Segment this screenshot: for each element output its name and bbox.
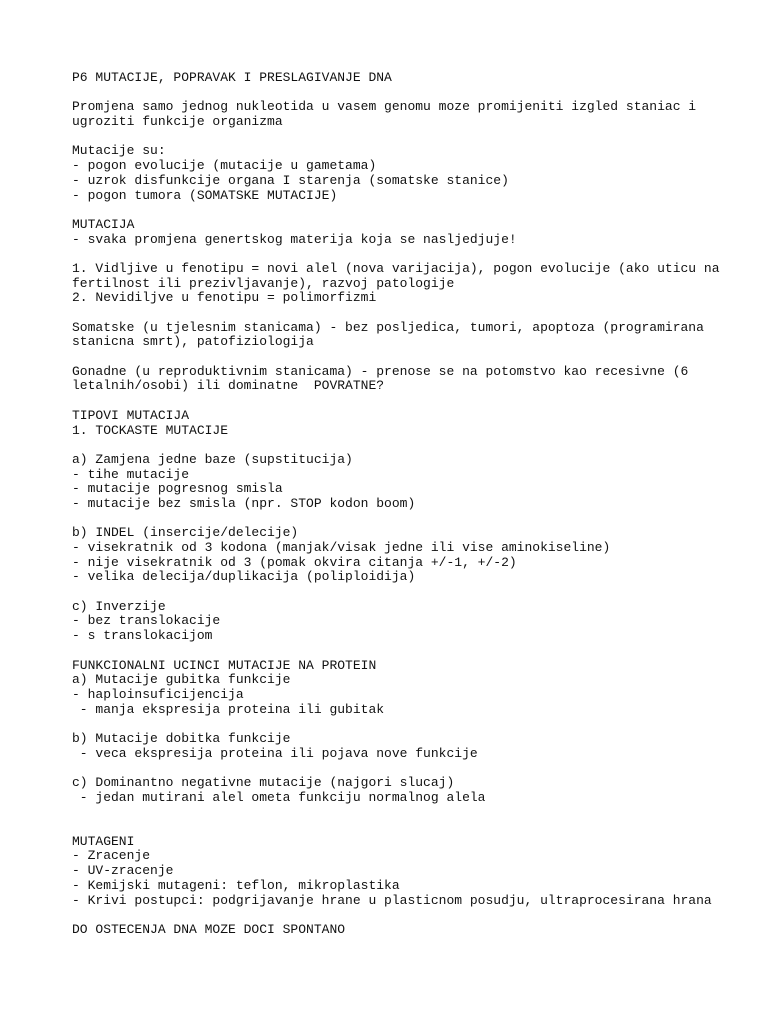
mutacije-su-item: - pogon tumora (SOMATSKE MUTACIJE): [72, 187, 338, 203]
intro-line: ugroziti funkcije organizma: [72, 114, 283, 130]
mutageni-heading: MUTAGENI: [72, 833, 135, 849]
blank-line: [72, 512, 732, 527]
document-title: P6 MUTACIJE, POPRAVAK I PRESLAGIVANJE DNA: [72, 70, 392, 85]
section-b-item: - velika delecija/duplikacija (poliploidija): [72, 569, 416, 585]
section-c-item: - bez translokacije: [72, 613, 221, 629]
blank-line: [72, 130, 732, 145]
blank-lines: [72, 805, 732, 834]
blank-line: [72, 717, 732, 732]
section-a-item: - tihe mutacije: [72, 466, 190, 482]
blank-line: [72, 585, 732, 600]
blank-line: [72, 306, 732, 321]
section-c-item: - s translokacijom: [72, 628, 213, 644]
section-c-heading: c) Inverzije: [72, 598, 166, 614]
dobitak-item: - veca ekspresija proteina ili pojava nove funkcije: [72, 745, 478, 761]
blank-line: [72, 761, 732, 776]
closing-line: DO OSTECENJA DNA MOZE DOCI SPONTANO: [72, 921, 346, 937]
mutageni-item: - Zracenje: [72, 848, 151, 864]
mutacije-su-item: - uzrok disfunkcije organa I starenja (somatske stanice): [72, 172, 509, 188]
blank-line: [72, 86, 732, 101]
funkcionalni-subheading: a) Mutacije gubitka funkcije: [72, 672, 291, 688]
intro-line: Promjena samo jednog nukleotida u vasem genomu moze promijeniti izgled staniac i: [72, 99, 697, 115]
mutageni-item: - UV-zracenje: [72, 863, 174, 879]
section-a-item: - mutacije bez smisla (npr. STOP kodon boom): [72, 495, 416, 511]
section-a-item: - mutacije pogresnog smisla: [72, 481, 283, 497]
numbered-line: 1. Vidljive u fenotipu = novi alel (nova varijacija), pogon evolucije (ako uticu na: [72, 260, 720, 276]
blank-line: [72, 247, 732, 262]
funkcionalni-item: - haploinsuficijencija: [72, 686, 244, 702]
section-b-heading: b) INDEL (insercije/delecije): [72, 525, 299, 541]
numbered-line: fertilnost ili prezivljavanje), razvoj patologije: [72, 275, 455, 291]
funkcionalni-item: - manja ekspresija proteina ili gubitak: [72, 701, 385, 717]
dobitak-heading: b) Mutacije dobitka funkcije: [72, 730, 291, 746]
mutacije-su-heading: Mutacije su:: [72, 143, 166, 159]
funkcionalni-heading: FUNKCIONALNI UCINCI MUTACIJE NA PROTEIN: [72, 657, 377, 673]
blank-line: [72, 350, 732, 365]
mutacija-heading: MUTACIJA: [72, 216, 135, 232]
blank-line: [72, 438, 732, 453]
document-page: [72, 71, 732, 938]
blank-line: [72, 644, 732, 659]
dominantno-heading: c) Dominantno negativne mutacije (najgori slucaj): [72, 775, 455, 790]
section-a-heading: a) Zamjena jedne baze (supstitucija): [72, 451, 353, 467]
blank-line: [72, 203, 732, 218]
numbered-line: 2. Nevidiljve u fenotipu = polimorfizmi: [72, 290, 377, 306]
somatske-line: Somatske (u tjelesnim stanicama) - bez posljedica, tumori, apoptoza (programirana: [72, 319, 704, 335]
tipovi-subheading: 1. TOCKASTE MUTACIJE: [72, 422, 229, 438]
section-b-item: - nije visekratnik od 3 (pomak okvira citanja +/-1, +/-2): [72, 554, 517, 570]
mutageni-item: - Kemijski mutageni: teflon, mikroplastika: [72, 877, 400, 893]
mutageni-item: - Krivi postupci: podgrijavanje hrane u plasticnom posudju, ultraprocesirana hrana: [72, 892, 712, 908]
gonadne-line: Gonadne (u reproduktivnim stanicama) - prenose se na potomstvo kao recesivne (6: [72, 363, 689, 379]
dominantno-item: - jedan mutirani alel ometa funkciju normalnog alela: [72, 789, 486, 805]
somatske-line: stanicna smrt), patofiziologija: [72, 334, 314, 350]
gonadne-line: letalnih/osobi) ili dominatne POVRATNE?: [72, 378, 385, 394]
section-b-item: - visekratnik od 3 kodona (manjak/visak jedne ili vise aminokiseline): [72, 540, 611, 555]
mutacije-su-item: - pogon evolucije (mutacije u gametama): [72, 158, 377, 174]
tipovi-heading: TIPOVI MUTACIJA: [72, 407, 190, 423]
blank-line: [72, 908, 732, 923]
mutacija-item: - svaka promjena genertskog materija koja se nasljedjuje!: [72, 231, 517, 247]
blank-line: [72, 394, 732, 409]
